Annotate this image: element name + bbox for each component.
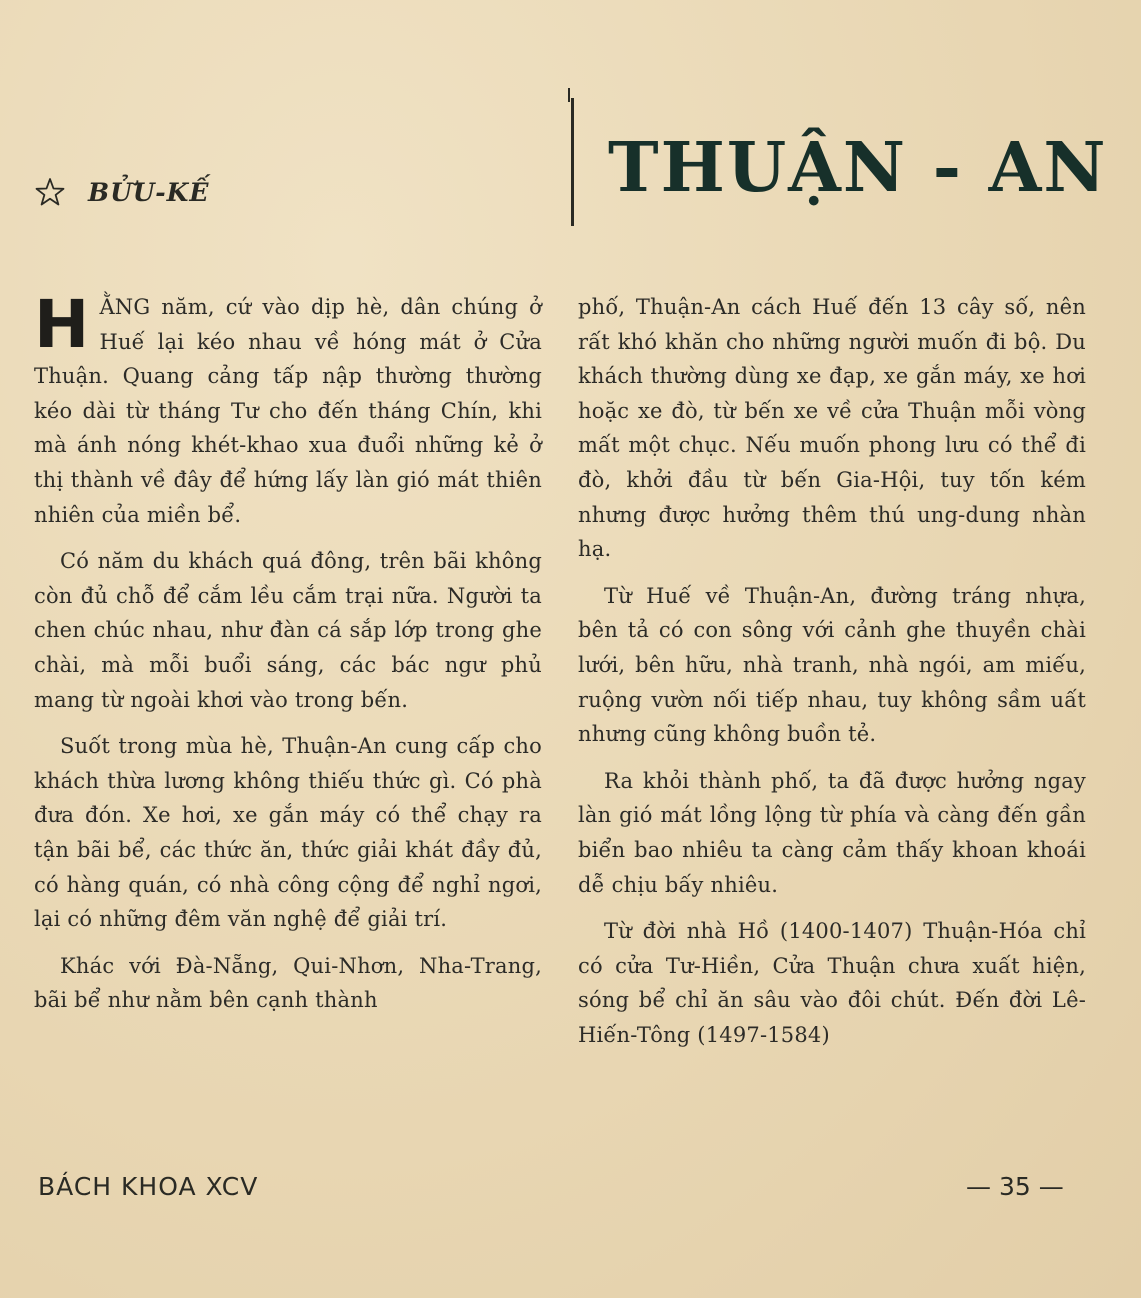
page-number: — 35 — — [966, 1172, 1064, 1201]
paragraph: Từ Huế về Thuận-An, đường tráng nhựa, bên tả có con sông với cảnh ghe thuyền chài lưới, bên hữu, nhà tranh, nhà ngói, am miếu, ruộng vườn nối tiếp nhau, tuy không sầm uất nhưng cũng không buồn tẻ. — [578, 583, 1086, 747]
star-icon — [34, 176, 66, 208]
divider-tick — [568, 88, 570, 102]
article-column-left — [34, 286, 542, 1030]
paragraph: Ra khỏi thành phố, ta đã được hưởng ngay làn gió mát lồng lộng từ phía và càng đến gần biển bao nhiêu ta càng cảm thấy khoan khoái dễ chịu bấy nhiêu. — [578, 768, 1086, 897]
paragraph: Có năm du khách quá đông, trên bãi không còn đủ chỗ để cắm lều cắm trại nữa. Người ta chen chúc nhau, như đàn cá sắp lớp trong ghe chài, mà mỗi buổi sáng, các bác ngư phủ mang từ ngoài khơi vào trong bến. — [34, 549, 542, 712]
paragraph: HẰNG năm, cứ vào dịp hè, dân chúng ở Huế lại kéo nhau về hóng mát ở Cửa Thuận. Quang cảng tấp nập thường thường kéo dài từ tháng Tư cho đến tháng Chín, khi mà ánh nóng khét-khao xua đuổi những kẻ ở thị thành về đây để hứng lấy làn gió mát thiên nhiên của miền bể. — [34, 286, 542, 527]
drop-cap: H — [34, 286, 90, 363]
paragraph: Suốt trong mùa hè, Thuận-An cung cấp cho khách thừa lương không thiếu thức gì. Có phà đưa đón. Xe hơi, xe gắn máy có thể chạy ra tận bãi bể, các thức ăn, thức giải khát đầy đủ, có hàng quán, có nhà công cộng để nghỉ ngơi, lại có những đêm văn nghệ để giải trí. — [34, 734, 542, 932]
title-divider — [571, 98, 574, 226]
article-column-right — [578, 290, 1086, 1064]
paragraph: Khác với Đà-Nẵng, Qui-Nhơn, Nha-Trang, bãi bể như nằm bên cạnh thành — [34, 953, 542, 1013]
paragraph: Từ đời nhà Hồ (1400-1407) Thuận-Hóa chỉ có cửa Tư-Hiền, Cửa Thuận chưa xuất hiện, sóng bể chỉ ăn sâu vào đôi chút. Đến đời Lê-Hiến-Tông (1497-1584) — [578, 919, 1086, 1047]
paragraph: phố, Thuận-An cách Huế đến 13 cây số, nên rất khó khăn cho những người muốn đi bộ. Du khách thường dùng xe đạp, xe gắn máy, xe hơi hoặc xe đò, từ bến xe về cửa Thuận mỗi vòng mất một chục. Nếu muốn phong lưu có thể đi đò, khởi đầu từ bến Gia-Hội, tuy tốn kém nhưng được hưởng thêm thú ung-dung nhàn hạ. — [578, 295, 1086, 562]
author-name: BỬU-KẾ — [88, 177, 210, 207]
article-title: THUẬN - AN — [608, 128, 1108, 208]
author-byline — [34, 176, 209, 208]
magazine-name: BÁCH KHOA XCV — [38, 1172, 259, 1201]
